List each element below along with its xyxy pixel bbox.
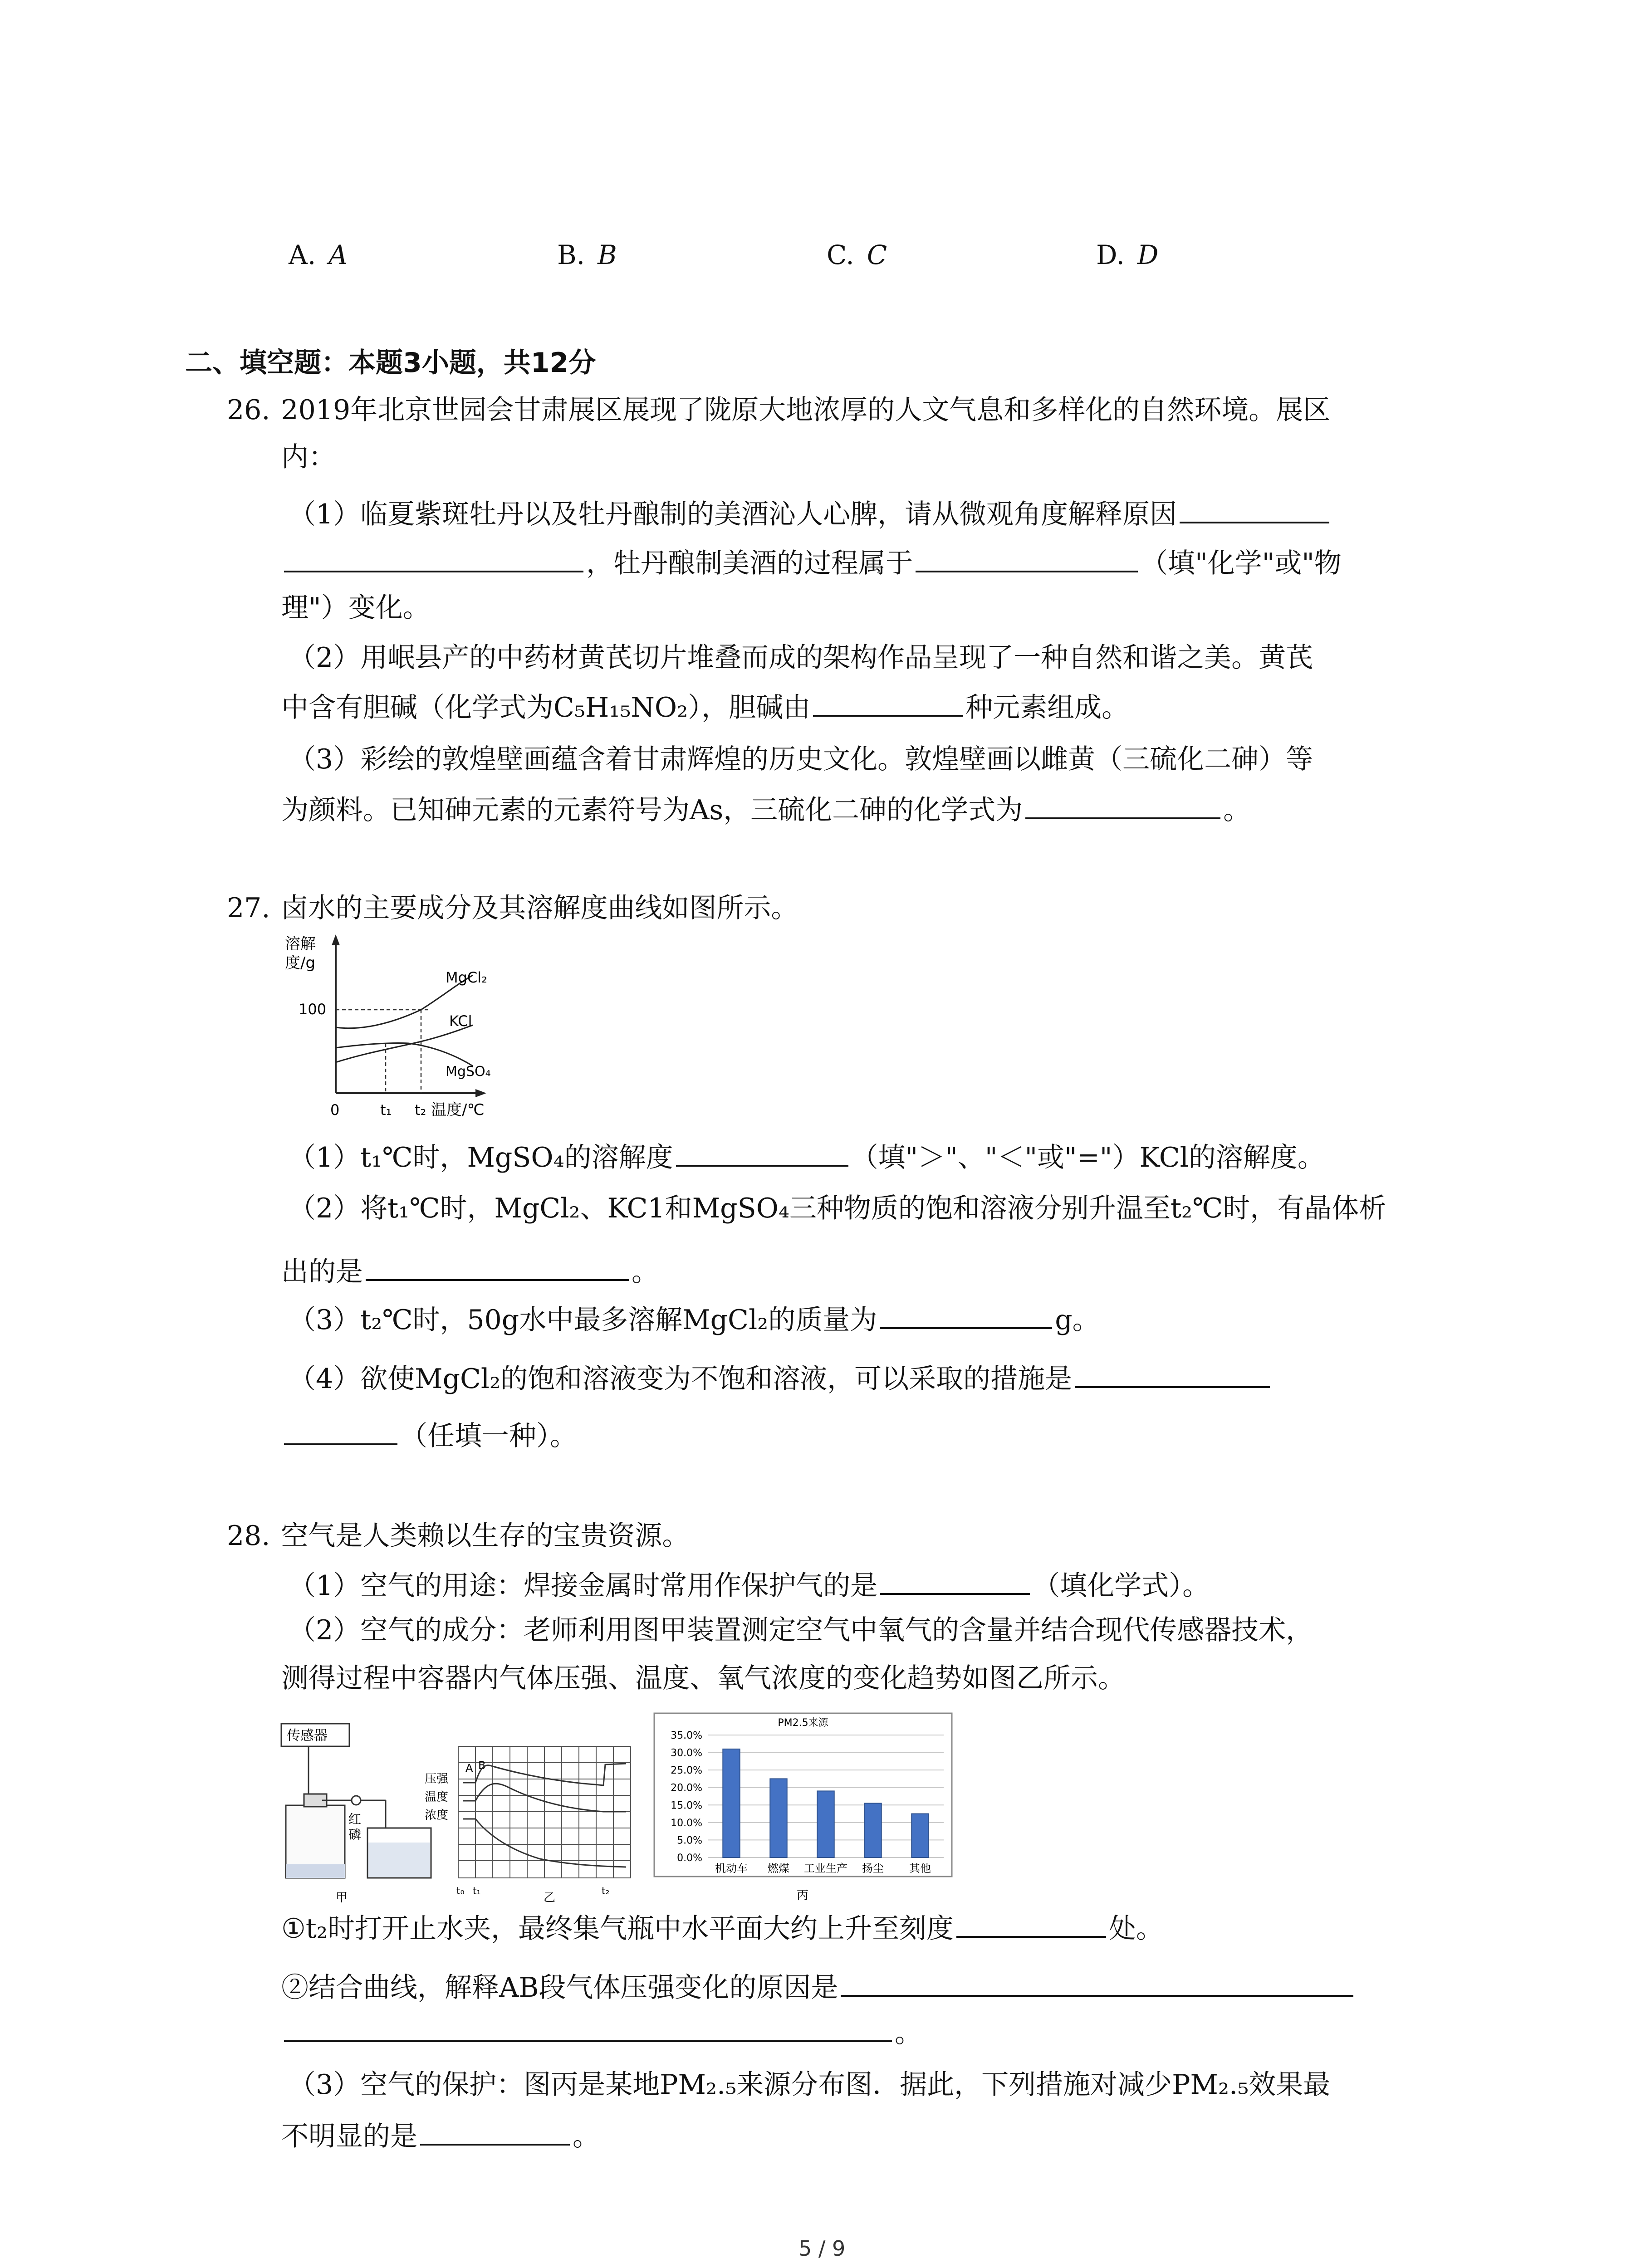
- q27-p2c: 。: [632, 1256, 659, 1288]
- q26-p3-line1: （3）彩绘的敦煌壁画蕴含着甘肃辉煌的历史文化。敦煌壁画以雌黄（三硫化二砷）等: [289, 743, 1313, 775]
- q28-p2-line1: （2）空气的成分：老师利用图甲装置测定空气中氧气的含量并结合现代传感器技术，: [289, 1614, 1313, 1646]
- category-label: 其他: [909, 1862, 931, 1875]
- q26-p2-line1: （2）用岷县产的中药材黄芪切片堆叠而成的架构作品呈现了一种自然和谐之美。黄芪: [289, 642, 1313, 674]
- bottle-water: [286, 1864, 345, 1878]
- q26-p3c: 。: [1223, 794, 1251, 826]
- q26-p1b: ，牡丹酿制美酒的过程属于: [586, 547, 913, 579]
- yi-t0-label: t₀: [456, 1886, 465, 1897]
- q27-p3a: （3）t₂℃时，50g水中最多溶解MgCl₂的质量为: [289, 1304, 877, 1336]
- figure-bing-chart: [653, 1712, 953, 1903]
- yi-label-pressure: 压强: [425, 1772, 449, 1786]
- solubility-graph: [277, 930, 531, 1125]
- q26-intro-line2: 内：: [281, 441, 336, 473]
- t1-label: t₁: [380, 1101, 392, 1119]
- q28-s1a: ①t₂时打开止水夹，最终集气瓶中水平面大约上升至刻度: [281, 1913, 954, 1945]
- caption-yi: 乙: [544, 1891, 556, 1905]
- page-number: 5 / 9: [798, 2236, 846, 2261]
- y-tick-label: 0.0%: [677, 1853, 702, 1864]
- q28-blank-2[interactable]: [956, 1910, 1106, 1938]
- yi-label-temperature: 温度: [425, 1790, 449, 1804]
- point-b-label: B: [478, 1759, 486, 1772]
- q28-intro: [227, 1520, 689, 1552]
- y-tick-label: 20.0%: [671, 1782, 702, 1794]
- chart-title: PM2.5来源: [778, 1717, 828, 1729]
- red-label: 红: [348, 1812, 362, 1827]
- q28-p3c: 。: [573, 2121, 600, 2152]
- q27-p1a: （1）t₁℃时，MgSO₄的溶解度: [289, 1142, 673, 1173]
- q28-s1b: 处。: [1108, 1913, 1163, 1945]
- q26-intro1: 2019年北京世园会甘肃展区展现了陇原大地浓厚的人文气息和多样化的自然环境。展区: [281, 394, 1331, 426]
- q27-p3b: g。: [1055, 1304, 1100, 1336]
- bar: [817, 1791, 834, 1857]
- q28-s2a: ②结合曲线，解释AB段气体压强变化的原因是: [281, 1972, 838, 2004]
- q28-p3-line1: （3）空气的保护：图丙是某地PM₂.₅来源分布图．据此，下列措施对减少PM₂.₅效果最: [289, 2069, 1331, 2101]
- q28-p1b: （填化学式）。: [1033, 1570, 1210, 1602]
- q27-number: 27.: [227, 892, 270, 924]
- category-label: 燃煤: [768, 1862, 789, 1875]
- q26-p1a: （1）临夏紫斑牡丹以及牡丹酿制的美酒沁人心脾，请从微观角度解释原因: [289, 499, 1177, 530]
- bar: [770, 1779, 787, 1857]
- y-label-2: 度/g: [285, 954, 316, 972]
- q28-number: 28.: [227, 1520, 270, 1552]
- q27-blank-3[interactable]: [880, 1301, 1052, 1329]
- q26-p2b: 中含有胆碱（化学式为C₅H₁₅NO₂），胆碱由: [281, 692, 811, 723]
- q26-p3b: 为颜料。已知砷元素的元素符号为As，三硫化二砷的化学式为: [281, 794, 1023, 826]
- q26-intro-line1: [227, 394, 1330, 426]
- category-label: 机动车: [715, 1862, 748, 1875]
- q28-blank-4[interactable]: [420, 2117, 570, 2146]
- q27-intro: [227, 892, 798, 924]
- q26-p1-line1: [289, 495, 1332, 531]
- bar: [864, 1803, 881, 1857]
- q28-blank-3-cont[interactable]: [284, 2014, 892, 2042]
- option-c: C. C: [827, 240, 887, 270]
- q28-p1: [289, 1567, 1210, 1602]
- bar: [911, 1814, 928, 1857]
- q27-blank-1[interactable]: [676, 1139, 848, 1167]
- option-b: B. B: [557, 240, 617, 270]
- q27-p2-line2: [281, 1253, 659, 1288]
- q26-blank-1[interactable]: [1180, 495, 1329, 523]
- yi-label-concentration: 浓度: [425, 1809, 449, 1822]
- q26-p2c: 种元素组成。: [965, 692, 1129, 723]
- q28-intro-text: 空气是人类赖以生存的宝贵资源。: [281, 1520, 690, 1552]
- yi-t2-label: t₂: [602, 1886, 610, 1897]
- q28-s2-line1: [281, 1969, 1356, 2004]
- q26-blank-1-cont[interactable]: [284, 544, 583, 572]
- q27-p3: [289, 1301, 1100, 1336]
- beaker-water: [368, 1843, 430, 1877]
- origin-label: 0: [330, 1101, 340, 1119]
- q27-intro-text: 卤水的主要成分及其溶解度曲线如图所示。: [281, 892, 798, 924]
- q26-p1c: （填"化学"或"物: [1141, 547, 1342, 579]
- q26-blank-3[interactable]: [813, 689, 963, 717]
- q26-blank-2[interactable]: [916, 544, 1138, 572]
- y-tick-label: 5.0%: [677, 1835, 702, 1847]
- phosphorus-label: 磷: [348, 1827, 362, 1842]
- q28-p3b: 不明显的是: [281, 2121, 417, 2152]
- x-axis-arrow-icon: [475, 1089, 486, 1097]
- q26-p3-line2: [281, 791, 1250, 826]
- y-tick-label: 25.0%: [671, 1765, 702, 1777]
- q26-p1-line3: 理"）变化。: [281, 592, 430, 624]
- y-axis-arrow-icon: [332, 934, 340, 945]
- q28-p2-line2: 测得过程中容器内气体压强、温度、氧气浓度的变化趋势如图乙所示。: [281, 1662, 1125, 1694]
- option-a: A. A: [289, 240, 348, 270]
- y-tick-label: 35.0%: [671, 1730, 702, 1741]
- y-tick-100: 100: [299, 1001, 327, 1018]
- sensor-label: 传感器: [287, 1728, 328, 1744]
- q27-p1b: （填"＞"、"＜"或"="）KCl的溶解度。: [851, 1142, 1325, 1173]
- q28-s2b: 。: [895, 2017, 922, 2049]
- q28-blank-3[interactable]: [841, 1969, 1353, 1997]
- q26-number: 26.: [227, 394, 270, 426]
- y-label-1: 溶解: [285, 935, 316, 953]
- q26-p1-line2: [281, 544, 1342, 580]
- y-tick-label: 30.0%: [671, 1747, 702, 1759]
- q27-blank-2[interactable]: [366, 1253, 629, 1281]
- point-a-label: A: [465, 1762, 473, 1774]
- q27-p4-line2: [281, 1417, 577, 1452]
- q27-p4b: （任填一种）。: [400, 1420, 577, 1452]
- x-label: 温度/℃: [431, 1101, 485, 1119]
- y-tick-label: 15.0%: [671, 1800, 702, 1812]
- kcl-label: KCl: [449, 1012, 472, 1030]
- caption-bing: 丙: [797, 1889, 809, 1902]
- bar: [723, 1749, 740, 1857]
- q27-blank-4[interactable]: [1075, 1360, 1270, 1388]
- q27-p2b: 出的是: [281, 1256, 363, 1288]
- option-d: D. D: [1096, 240, 1159, 270]
- mgso4-label: MgSO₄: [446, 1064, 491, 1080]
- q27-p1: [289, 1139, 1325, 1174]
- mgso4-curve: [336, 1043, 473, 1066]
- section-title: 二、填空题：本题3小题，共12分: [185, 347, 596, 379]
- q28-p1a: （1）空气的用途：焊接金属时常用作保护气的是: [289, 1570, 878, 1602]
- clamp-icon: [352, 1796, 361, 1805]
- q27-p4-line1: [289, 1360, 1273, 1395]
- category-label: 工业生产: [804, 1862, 847, 1875]
- caption-jia: 甲: [336, 1891, 348, 1905]
- y-tick-label: 10.0%: [671, 1817, 702, 1829]
- q28-p3-line2: [281, 2117, 600, 2153]
- mgcl2-label: MgCl₂: [446, 969, 487, 986]
- q28-blank-1[interactable]: [880, 1567, 1030, 1595]
- q27-p2-line1: （2）将t₁℃时，MgCl₂、KC1和MgSO₄三种物质的饱和溶液分别升温至t₂℃时，有晶体析: [289, 1193, 1386, 1224]
- q26-p2-line2: [281, 689, 1129, 724]
- yi-t1-label: t₁: [473, 1886, 481, 1897]
- category-label: 扬尘: [862, 1862, 884, 1875]
- q27-p4a: （4）欲使MgCl₂的饱和溶液变为不饱和溶液，可以采取的措施是: [289, 1363, 1073, 1395]
- q26-blank-4[interactable]: [1025, 791, 1220, 819]
- figure-yi-curves: [422, 1737, 649, 1905]
- q28-s1: [281, 1910, 1163, 1945]
- q27-blank-4-cont[interactable]: [284, 1417, 397, 1445]
- q28-s2-line2: [281, 2014, 922, 2049]
- t2-label: t₂: [415, 1101, 426, 1119]
